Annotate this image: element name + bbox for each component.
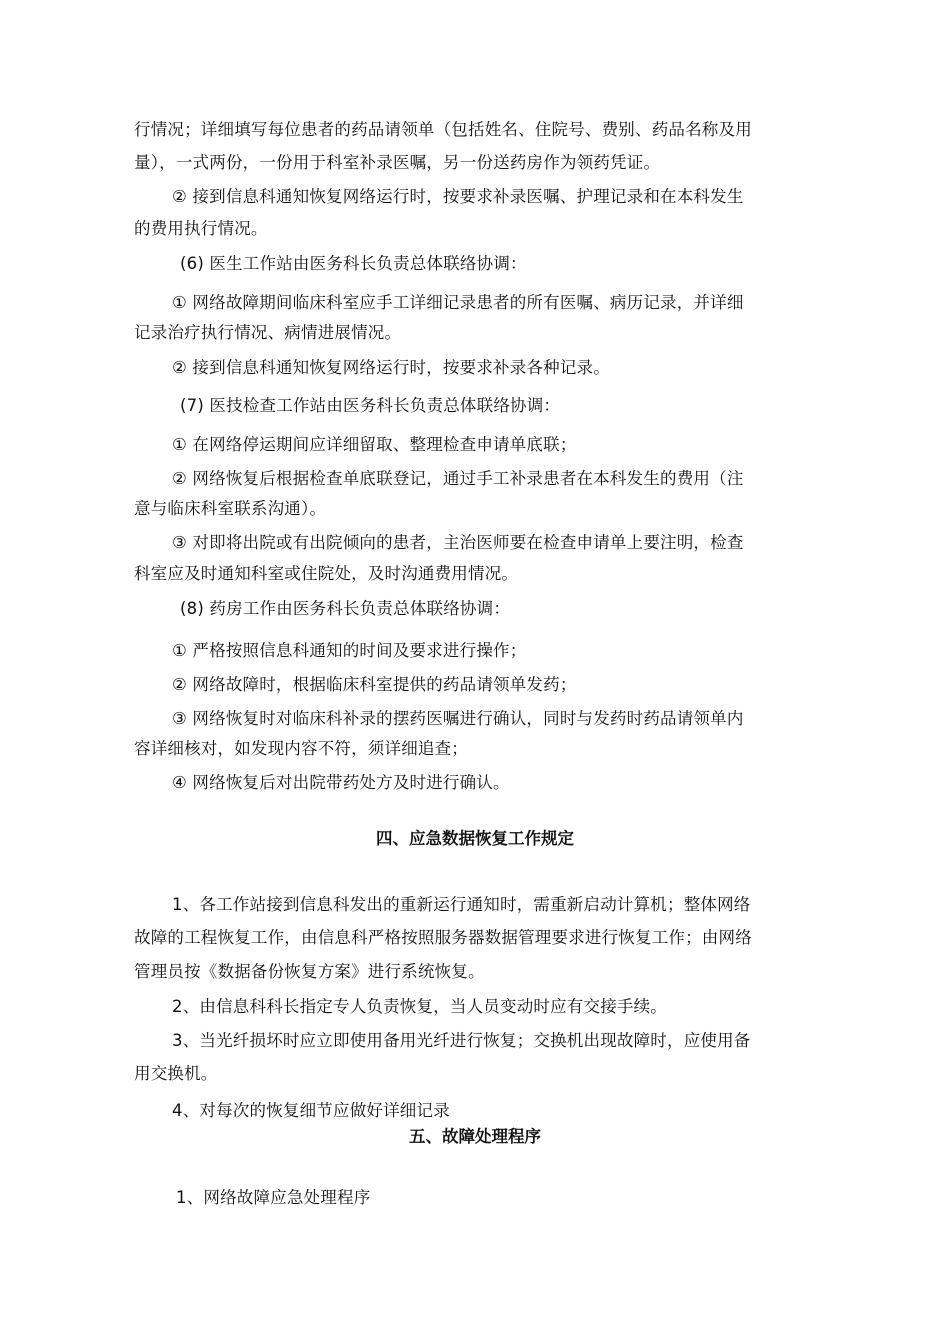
list-item: ① 在网络停运期间应详细留取、整理检查申请单底联； (172, 435, 577, 454)
paragraph-line: 1、网络故障应急处理程序 (176, 1188, 371, 1207)
paragraph-line: 故障的工程恢复工作，由信息科严格按照服务器数据管理要求进行恢复工作；由网络 (134, 928, 752, 947)
subsection-heading: (8) 药房工作由医务科长负责总体联络协调： (180, 599, 511, 618)
section-heading: 五、故障处理程序 (409, 1127, 541, 1146)
paragraph-line: 1、各工作站接到信息科发出的重新运行通知时，需重新启动计算机；整体网络 (172, 895, 751, 914)
list-item: ③ 网络恢复时对临床科补录的摆药医嘱进行确认，同时与发药时药品请领单内 (172, 709, 744, 728)
body-line: 量），一式两份，一份用于科室补录医嘱，另一份送药房作为领药凭证。 (134, 153, 661, 172)
list-item: ② 网络故障时，根据临床科室提供的药品请领单发药； (172, 675, 577, 694)
body-line: 行情况；详细填写每位患者的药品请领单（包括姓名、住院号、费别、药品名称及用 (134, 120, 752, 139)
body-line: 科室应及时通知科室或住院处，及时沟通费用情况。 (134, 564, 519, 583)
subsection-heading: (7) 医技检查工作站由医务科长负责总体联络协调： (180, 396, 561, 415)
paragraph-line: 3、当光纤损坏时应立即使用备用光纤进行恢复；交换机出现故障时，应使用备 (172, 1031, 751, 1050)
paragraph-line: 用交换机。 (134, 1064, 218, 1083)
list-item: ① 网络故障期间临床科室应手工详细记录患者的所有医嘱、病历记录，并详细 (172, 293, 744, 312)
body-line: 意与临床科室联系沟通）。 (134, 499, 327, 518)
list-item: ② 接到信息科通知恢复网络运行时，按要求补录医嘱、护理记录和在本科发生 (172, 187, 744, 206)
paragraph-line: 4、对每次的恢复细节应做好详细记录 (172, 1101, 450, 1120)
list-item: ② 网络恢复后根据检查单底联登记，通过手工补录患者在本科发生的费用（注 (172, 469, 744, 488)
subsection-heading: (6) 医生工作站由医务科长负责总体联络协调： (180, 254, 527, 273)
list-item: ① 严格按照信息科通知的时间及要求进行操作； (172, 641, 527, 660)
body-line: 容详细核对，如发现内容不符，须详细追查； (134, 739, 468, 758)
section-heading: 四、应急数据恢复工作规定 (376, 829, 574, 848)
paragraph-line: 管理员按《数据备份恢复方案》进行系统恢复。 (134, 962, 485, 981)
list-item: ③ 对即将出院或有出院倾向的患者，主治医师要在检查申请单上要注明，检查 (172, 533, 744, 552)
paragraph-line: 2、由信息科科长指定专人负责恢复，当人员变动时应有交接手续。 (172, 997, 667, 1016)
body-line: 的费用执行情况。 (134, 219, 268, 238)
list-item: ② 接到信息科通知恢复网络运行时，按要求补录各种记录。 (172, 358, 610, 377)
list-item: ④ 网络恢复后对出院带药处方及时进行确认。 (172, 773, 510, 792)
body-line: 记录治疗执行情况、病情进展情况。 (134, 323, 402, 342)
